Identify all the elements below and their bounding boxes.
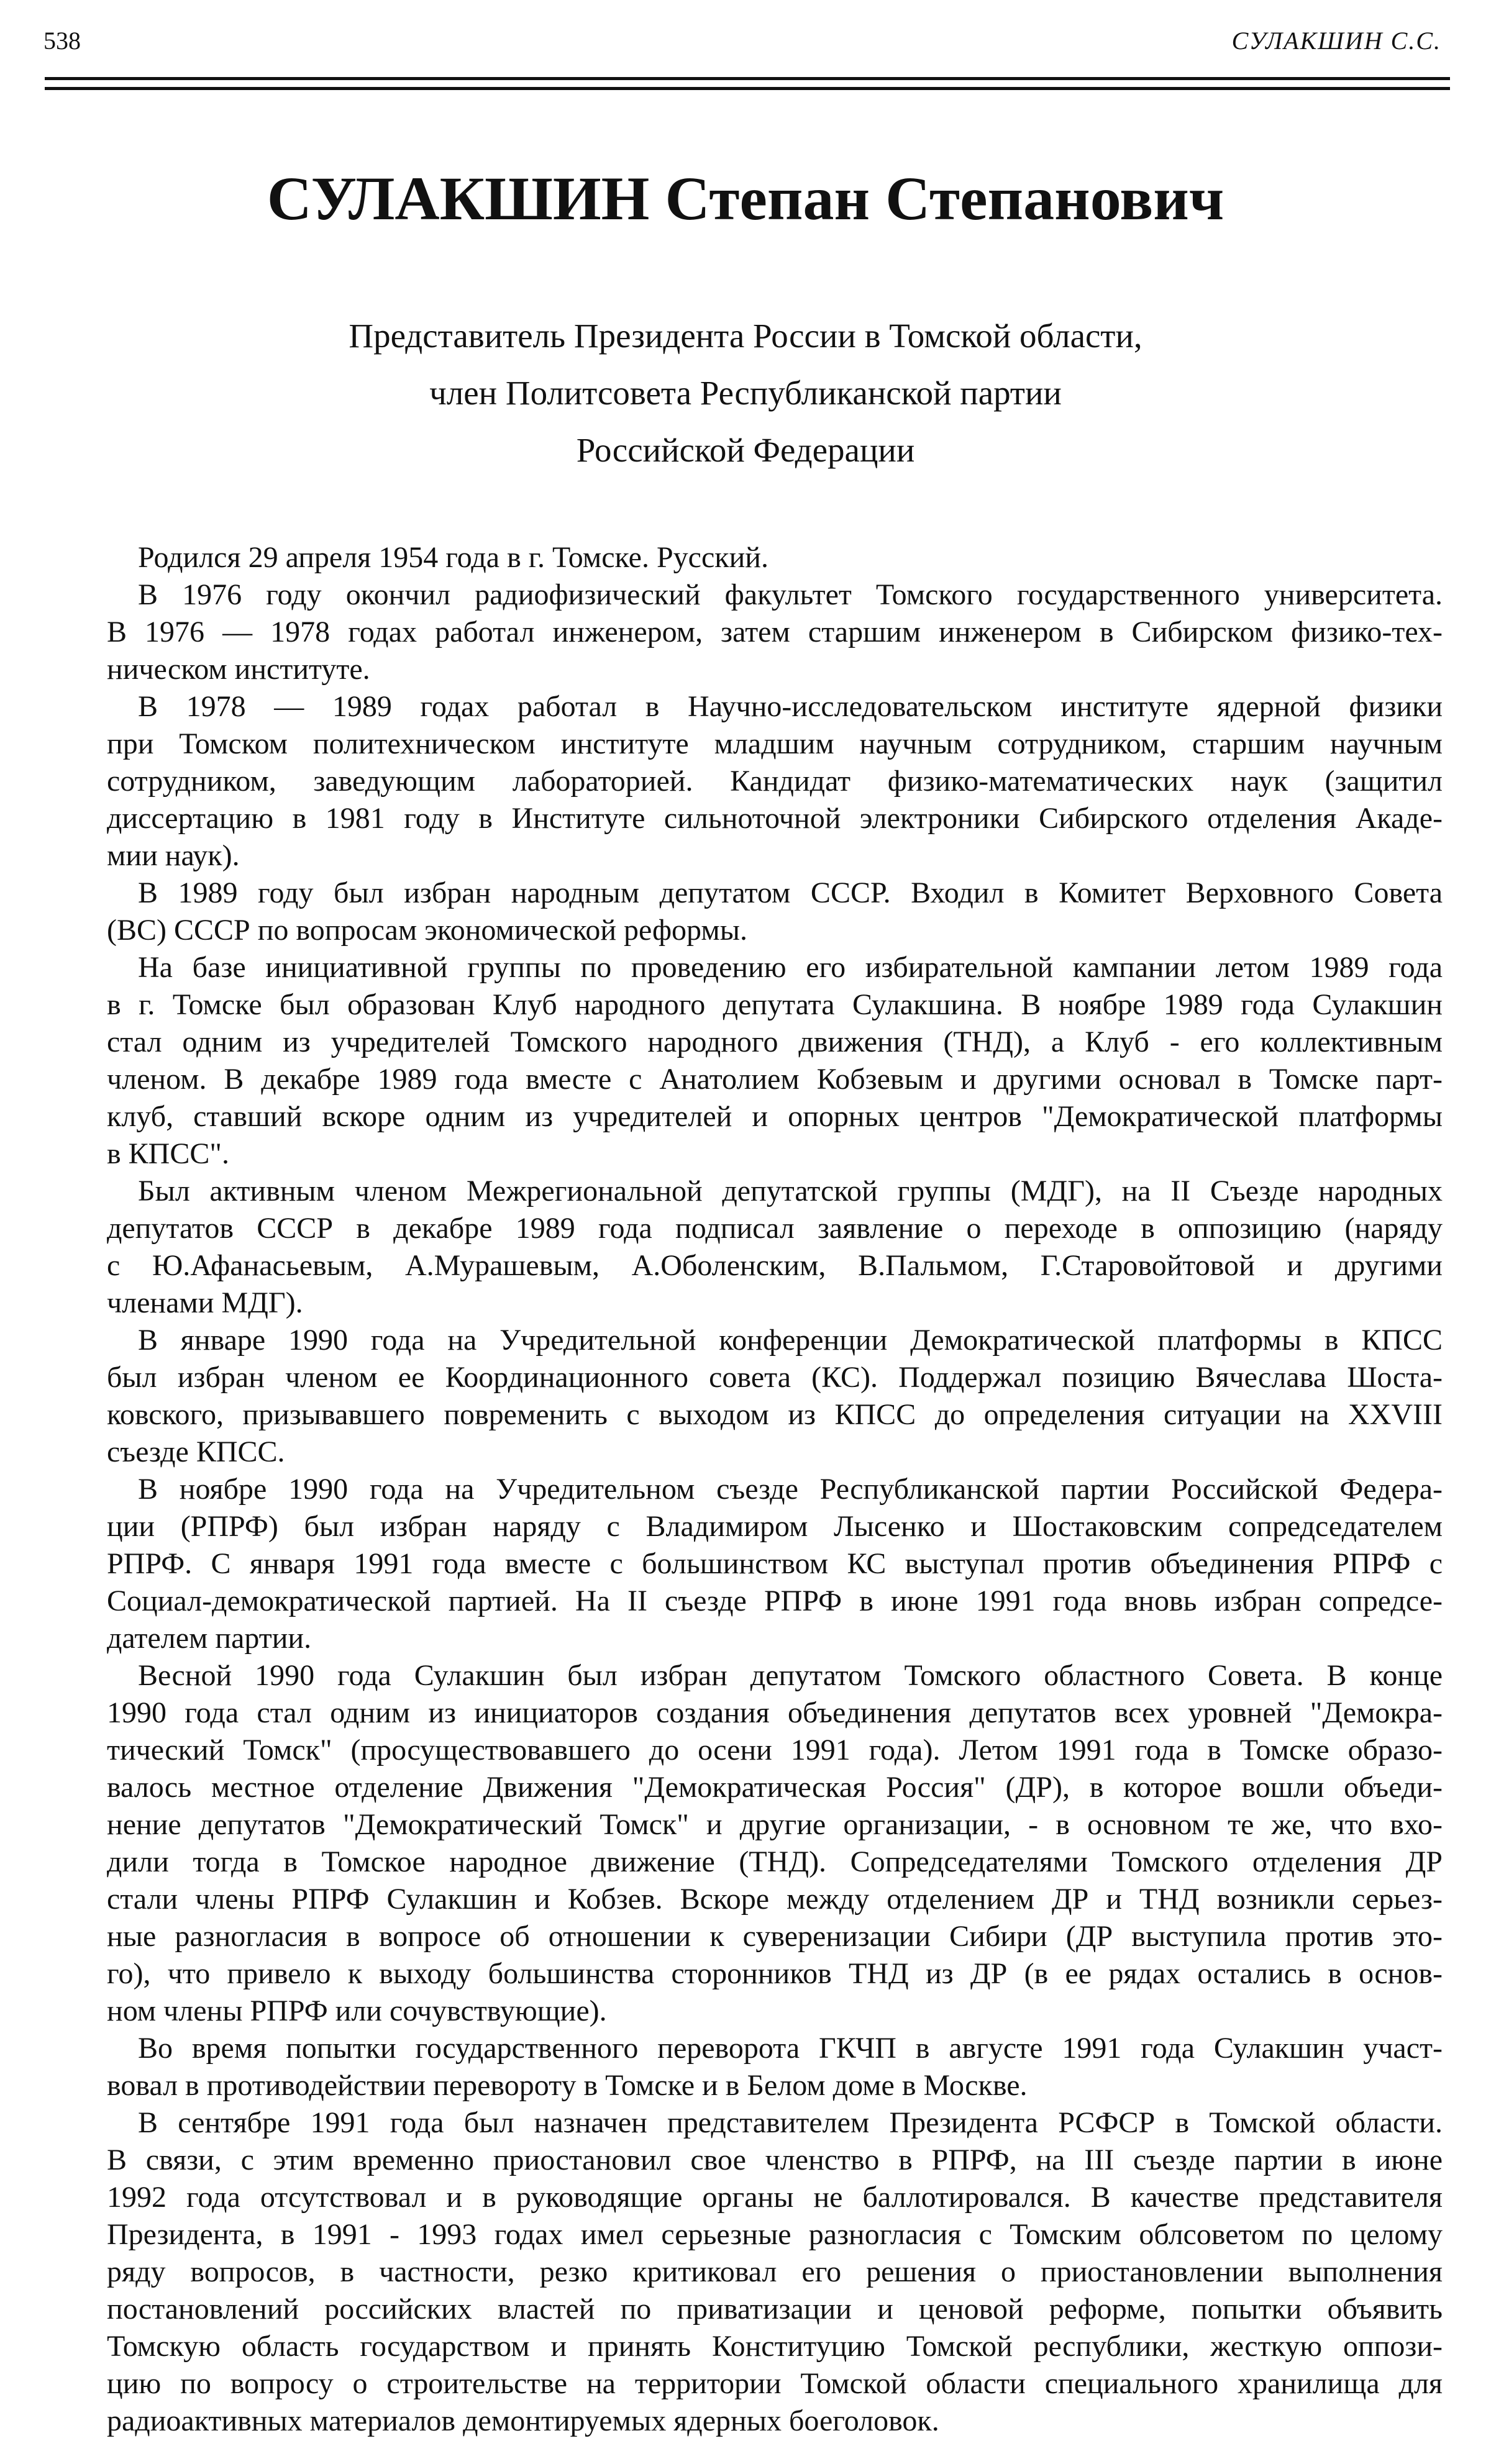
text-line: 1992 года отсутствовал и в руководящие органы не баллотировался. В качестве представителя [107, 2181, 1443, 2214]
text-line: В ноябре 1990 года на Учредительном съезде Республиканской партии Российской Федера- [138, 1473, 1443, 1506]
text-line: 1990 года стал одним из инициаторов создания объединения депутатов всех уровней "Демокра- [107, 1696, 1443, 1729]
paragraph [107, 539, 1443, 576]
text-line: диссертацию в 1981 году в Институте сильноточной электроники Сибирского отделения Акаде- [107, 802, 1443, 835]
paragraph [107, 688, 1443, 875]
subtitle-line: член Политсовета Республиканской партии [429, 374, 1062, 412]
text-line: Во время попытки государственного переворота ГКЧП в августе 1991 года Сулакшин участ- [138, 2032, 1443, 2065]
text-line: дателем партии. [107, 1622, 312, 1655]
subtitle [0, 307, 1491, 479]
text-line: членом. В декабре 1989 года вместе с Анатолием Кобзевым и другими основал в Томске парт- [107, 1063, 1443, 1096]
paragraph [107, 1173, 1443, 1322]
header-rule-bottom [45, 87, 1450, 90]
text-line: ные разногласия в вопросе об отношении к суверенизации Сибири (ДР выступила против это- [107, 1920, 1443, 1953]
text-line: Социал-демократической партией. На II съезде РПРФ в июне 1991 года вновь избран сопредсе- [107, 1584, 1443, 1617]
page-title: СУЛАКШИН Степан Степанович [267, 164, 1224, 233]
header-rule-top [45, 77, 1450, 80]
text-line: членами МДГ). [107, 1286, 303, 1319]
text-line: В 1978 — 1989 годах работал в Научно-исследовательском институте ядерной физики [138, 690, 1443, 723]
text-line: го), что привело к выходу большинства сторонников ТНД из ДР (в ее рядах остались в основ- [107, 1957, 1443, 1990]
text-line: с Ю.Афанасьевым, А.Мурашевым, А.Оболенским, В.Пальмом, Г.Старовойтовой и другими [107, 1249, 1443, 1282]
text-line: На базе инициативной группы по проведению его избирательной кампании летом 1989 года [138, 951, 1443, 984]
paragraph [107, 875, 1443, 949]
text-line: сотрудником, заведующим лабораторией. Кандидат физико-математических наук (защитил [107, 765, 1443, 798]
text-line: Родился 29 апреля 1954 года в г. Томске. Русский. [138, 541, 768, 574]
text-line: (ВС) СССР по вопросам экономической реформы. [107, 914, 747, 947]
paragraph [107, 2104, 1443, 2440]
text-line: В январе 1990 года на Учредительной конференции Демократической платформы в КПСС [138, 1324, 1443, 1357]
text-line: В 1989 году был избран народным депутатом СССР. Входил в Комитет Верховного Совета [138, 876, 1443, 909]
text-line: дили тогда в Томское народное движение (ТНД). Сопредседателями Томского отделения ДР [107, 1845, 1443, 1878]
text-line: ном члены РПРФ или сочувствующие). [107, 1994, 607, 2027]
text-line: Томскую область государством и принять Конституцию Томской республики, жесткую оппози- [107, 2330, 1443, 2363]
text-line: был избран членом ее Координационного совета (КС). Поддержал позицию Вячеслава Шоста- [107, 1361, 1443, 1394]
text-line: В 1976 — 1978 годах работал инженером, затем старшим инженером в Сибирском физико-тех- [107, 616, 1443, 648]
text-line: радиоактивных материалов демонтируемых ядерных боеголовок. [107, 2404, 939, 2437]
text-line: Был активным членом Межрегиональной депутатской группы (МДГ), на II Съезде народных [138, 1175, 1443, 1207]
text-line: съезде КПСС. [107, 1435, 285, 1468]
text-line: в КПСС". [107, 1137, 229, 1170]
text-line: В связи, с этим временно приостановил свое членство в РПРФ, на III съезде партии в июне [107, 2143, 1443, 2176]
text-line: Президента, в 1991 - 1993 годах имел серьезные разногласия с Томским облсоветом по целому [107, 2218, 1443, 2251]
text-line: ряду вопросов, в частности, резко критиковал его решения о приостановлении выполнения [107, 2255, 1443, 2288]
text-line: мии наук). [107, 839, 240, 872]
paragraph [107, 1657, 1443, 2030]
text-line: в г. Томске был образован Клуб народного депутата Сулакшина. В ноябре 1989 года Сулакшин [107, 988, 1443, 1021]
text-line: нение депутатов "Демократический Томск" и другие организации, - в основном те же, что вхо- [107, 1808, 1443, 1841]
paragraph [107, 1471, 1443, 1657]
text-line: вовал в противодействии перевороту в Томске и в Белом доме в Москве. [107, 2069, 1028, 2102]
text-line: ническом институте. [107, 653, 370, 686]
text-line: тический Томск" (просуществовавшего до осени 1991 года). Летом 1991 года в Томске образо- [107, 1734, 1443, 1766]
biography-body [107, 539, 1443, 2440]
text-line: стали члены РПРФ Сулакшин и Кобзев. Вскоре между отделением ДР и ТНД возникли серьез- [107, 1883, 1443, 1916]
text-line: ции (РПРФ) был избран наряду с Владимиром Лысенко и Шостаковским сопредседателем [107, 1510, 1443, 1543]
running-head: СУЛАКШИН С.С. [1231, 27, 1441, 55]
text-line: РПРФ. С января 1991 года вместе с большинством КС выступал против объединения РПРФ с [107, 1547, 1443, 1580]
text-line: стал одним из учредителей Томского народного движения (ТНД), а Клуб - его коллективным [107, 1025, 1443, 1058]
subtitle-line: Представитель Президента России в Томской области, [349, 317, 1142, 355]
text-line: при Томском политехническом институте младшим научным сотрудником, старшим научным [107, 727, 1443, 760]
text-line: цию по вопросу о строительстве на территории Томской области специального хранилища для [107, 2367, 1443, 2400]
subtitle-line: Российской Федерации [576, 431, 915, 469]
text-line: постановлений российских властей по приватизации и ценовой реформе, попытки объявить [107, 2293, 1443, 2325]
text-line: ковского, призывавшего повременить с выходом из КПСС до определения ситуации на XXVIII [107, 1398, 1443, 1431]
text-line: депутатов СССР в декабре 1989 года подписал заявление о переходе в оппозицию (наряду [107, 1212, 1443, 1245]
text-line: валось местное отделение Движения "Демократическая Россия" (ДР), в которое вошли объеди- [107, 1771, 1443, 1804]
text-line: В сентябре 1991 года был назначен представителем Президента РСФСР в Томской области. [138, 2106, 1443, 2139]
text-line: клуб, ставший вскоре одним из учредителей и опорных центров "Демократической платформы [107, 1100, 1443, 1133]
paragraph [107, 949, 1443, 1173]
text-line: Весной 1990 года Сулакшин был избран депутатом Томского областного Совета. В конце [138, 1659, 1443, 1692]
paragraph [107, 1322, 1443, 1471]
paragraph [107, 576, 1443, 688]
text-line: В 1976 году окончил радиофизический факультет Томского государственного университета. [138, 578, 1443, 611]
page-number: 538 [43, 27, 81, 55]
paragraph [107, 2030, 1443, 2104]
